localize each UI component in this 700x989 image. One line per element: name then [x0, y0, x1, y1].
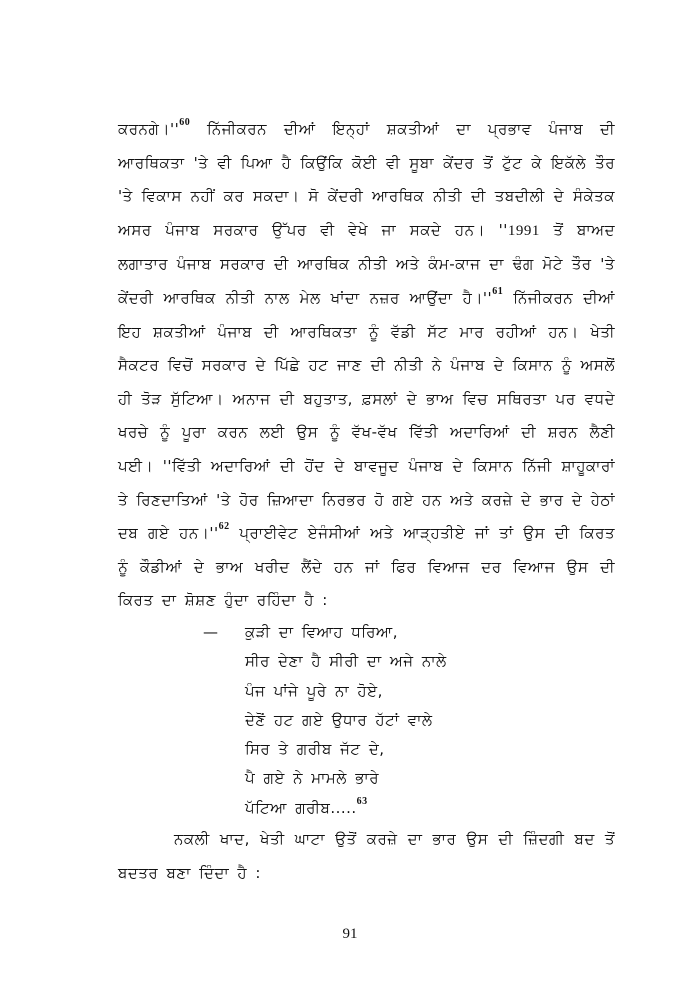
footnote-marker-61: 61: [492, 285, 504, 297]
page-number: 91: [342, 926, 358, 942]
body-paragraph-1: [118, 113, 615, 618]
verse-line: — ਕੁੜੀ ਦਾ ਵਿਆਹ ਧਰਿਆ,: [203, 618, 447, 647]
verse-line: ਪੱਟਿਆ ਗਰੀਬ.....$^{63}$: [245, 795, 368, 817]
verse-line: ਪੰਜ ਪਾਂਜੇ ਪੂਰੇ ਨਾ ਹੋਏ,: [245, 681, 383, 700]
year-number: 1991: [507, 222, 540, 239]
paragraph-text: ਤੋਂ ਬਾਅਦ ਲਗਾਤਾਰ ਪੰਜਾਬ ਸਰਕਾਰ ਦੀ ਆਰਥਿਕ ਨੀਤੀ ਅਤੇ ਕੰਮ-ਕਾਜ ਦਾ ਢੰਗ ਮੋਟੇ ਤੌਰ 'ਤੇ ਕੇਂਦਰੀ ਆਰਥਿਕ ਨੀਤੀ ਨਾਲ ਮੇਲ ਖਾਂਦਾ ਨਜ਼ਰ ਆਉਂਦਾ ਹੈ।'': [118, 220, 615, 307]
verse-line: ਸਿਰ ਤੇ ਗਰੀਬ ਜੱਟ ਦੇ,: [245, 740, 385, 759]
paragraph-text: ਕਰਨਗੇ।'': [118, 120, 180, 138]
verse-line: ਸੀਰ ਦੇਣਾ ਹੈ ਸੀਰੀ ਦਾ ਅਜੇ ਨਾਲੇ: [245, 652, 447, 671]
paragraph-text: ਨਿੱਜੀਕਰਨ ਦੀਆਂ ਇਹ ਸ਼ਕਤੀਆਂ ਪੰਜਾਬ ਦੀ ਆਰਥਿਕਤਾ ਨੂੰ ਵੱਡੀ ਸੱਟ ਮਾਰ ਰਹੀਆਂ ਹਨ। ਖੇਤੀ ਸੈਕਟਰ ਵਿਚੋਂ ਸਰਕਾਰ ਦੇ ਪਿੱਛੇ ਹਟ ਜਾਣ ਦੀ ਨੀਤੀ ਨੇ ਪੰਜਾਬ ਦੇ ਕਿਸਾਨ ਨੂੰ ਅਸਲੋਂ ਹੀ ਤੋੜ ਸੁੱਟਿਆ। ਅਨਾਜ ਦੀ ਬਹੁਤਾਤ, ਫ਼ਸਲਾਂ ਦੇ ਭਾਅ ਵਿਚ ਸਥਿਰਤਾ ਪਰ ਵਧਦੇ ਖਰਚੇ ਨੂੰ ਪੂਰਾ ਕਰਨ ਲਈ ਉਸ ਨੂੰ ਵੱਖ-ਵੱਖ ਵਿੱਤੀ ਅਦਾਰਿਆਂ ਦੀ ਸ਼ਰਨ ਲੈਣੀ ਪਈ। ''ਵਿੱਤੀ ਅਦਾਰਿਆਂ ਦੀ ਹੋਂਦ ਦੇ ਬਾਵਜੂਦ ਪੰਜਾਬ ਦੇ ਕਿਸਾਨ ਨਿੱਜੀ ਸ਼ਾਹੂਕਾਰਾਂ ਤੇ ਰਿਣਦਾਤਿਆਂ 'ਤੇ ਹੋਰ ਜ਼ਿਆਦਾ ਨਿਰਭਰ ਹੋ ਗਏ ਹਨ ਅਤੇ ਕਰਜ਼ੇ ਦੇ ਭਾਰ ਦੇ ਹੇਠਾਂ ਦਬ ਗਏ ਹਨ।'': [118, 288, 615, 543]
verse-line: ਪੈ ਗਏ ਨੇ ਮਾਮਲੇ ਭਾਰੇ: [245, 769, 379, 788]
paragraph-text: ਪ੍ਰਾਈਵੇਟ ਏਜੰਸੀਆਂ ਅਤੇ ਆੜ੍ਹਤੀਏ ਜਾਂ ਤਾਂ ਉਸ ਦੀ ਕਿਰਤ ਨੂੰ ਕੌਡੀਆਂ ਦੇ ਭਾਅ ਖਰੀਦ ਲੈਂਦੇ ਹਨ ਜਾਂ ਫਿਰ ਵਿਆਜ ਦਰ ਵਿਆਜ ਉਸ ਦੀ ਕਿਰਤ ਦਾ ਸ਼ੋਸ਼ਣ ਹੁੰਦਾ ਰਹਿੰਦਾ ਹੈ :: [118, 524, 615, 610]
verse-line: ਦੇਣੋਂ ਹਟ ਗਏ ਉਧਾਰ ਹੱਟਾਂ ਵਾਲੇ: [245, 710, 433, 729]
verse-dash: —: [203, 623, 219, 641]
paragraph-text: ਨਿੱਜੀਕਰਨ ਦੀਆਂ ਇਨ੍ਹਾਂ ਸ਼ਕਤੀਆਂ ਦਾ ਪ੍ਰਭਾਵ ਪੰਜਾਬ ਦੀ ਆਰਥਿਕਤਾ 'ਤੇ ਵੀ ਪਿਆ ਹੈ ਕਿਉਂਕਿ ਕੋਈ ਵੀ ਸੂਬਾ ਕੇਂਦਰ ਤੋਂ ਟੁੱਟ ਕੇ ਇਕੱਲੇ ਤੌਰ 'ਤੇ ਵਿਕਾਸ ਨਹੀਂ ਕਰ ਸਕਦਾ। ਸੋ ਕੇਂਦਰੀ ਆਰਥਿਕ ਨੀਤੀ ਦੀ ਤਬਦੀਲੀ ਦੇ ਸੰਕੇਤਕ ਅਸਰ ਪੰਜਾਬ ਸਰਕਾਰ ਉੱਪਰ ਵੀ ਵੇਖੇ ਜਾ ਸਕਦੇ ਹਨ। '': [118, 120, 615, 239]
verse-quotation: [203, 618, 447, 823]
footnote-marker-62: 62: [218, 521, 230, 533]
footnote-marker-60: 60: [179, 117, 191, 128]
body-paragraph-2: ਨਕਲੀ ਖਾਦ, ਖੇਤੀ ਘਾਟਾ ਉਤੋਂ ਕਰਜ਼ੇ ਦਾ ਭਾਰ ਉਸ ਦੀ ਜ਼ਿੰਦਗੀ ਬਦ ਤੋਂ ਬਦਤਰ ਬਣਾ ਦਿੰਦਾ ਹੈ :: [118, 830, 615, 882]
footnote-marker-63: 63: [356, 795, 368, 807]
